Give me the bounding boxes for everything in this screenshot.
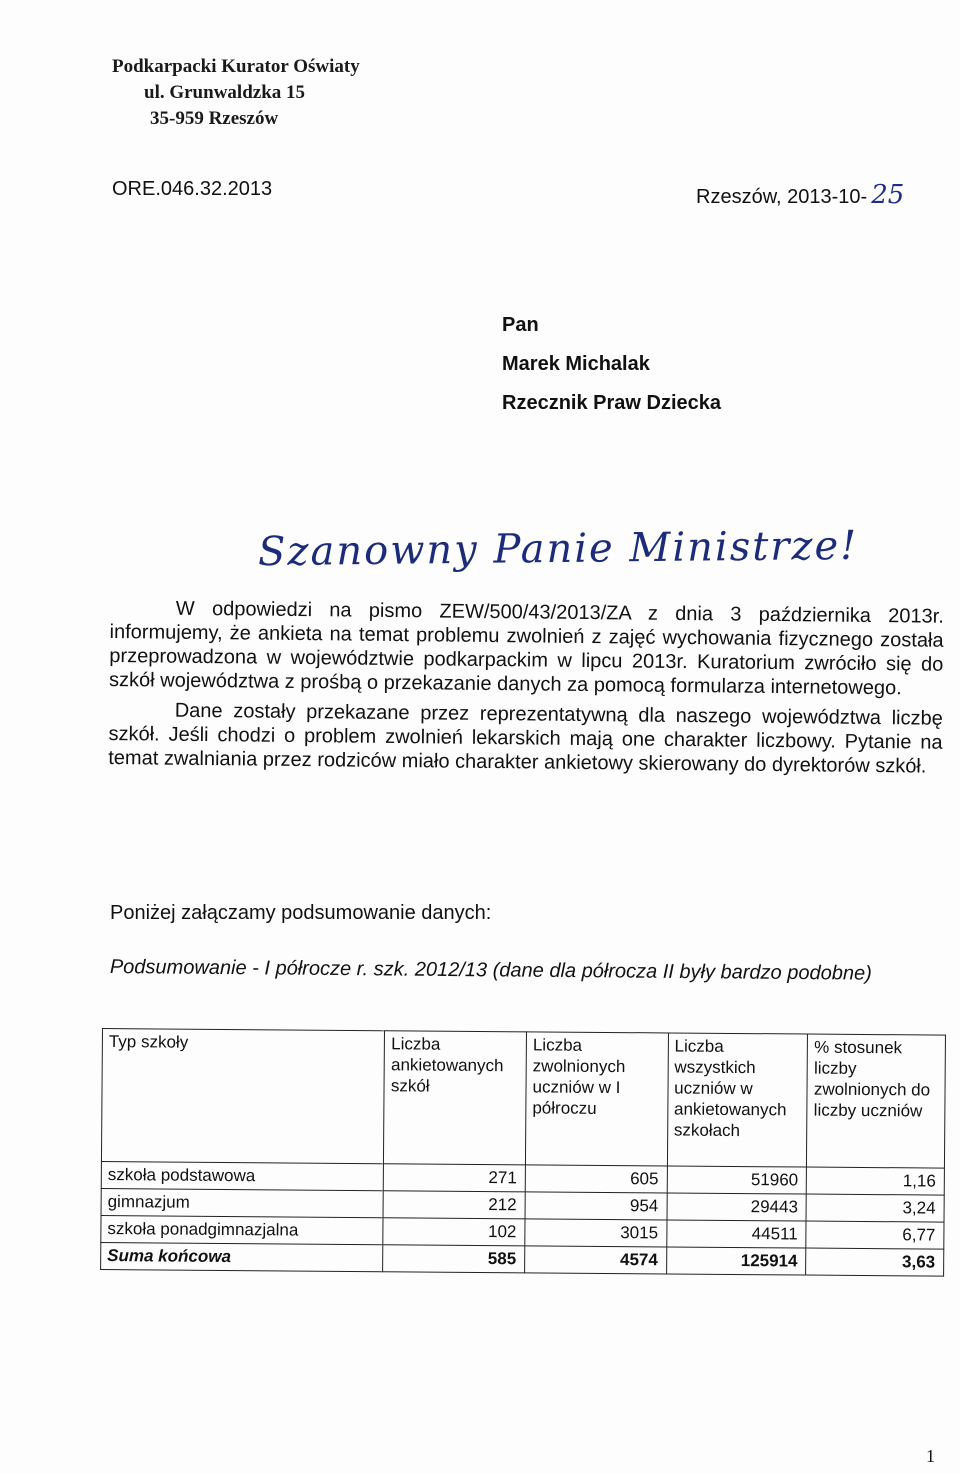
summary-intro: Poniżej załączamy podsumowanie danych:	[110, 902, 492, 924]
cell-percentage: 3,24	[806, 1194, 944, 1222]
header-all-students: Liczba wszystkich uczniów w ankietowanych szkołach	[667, 1033, 808, 1167]
cell-exempted-students: 954	[525, 1192, 667, 1220]
body-paragraph-1: W odpowiedzi na pismo ZEW/500/43/2013/ZA z dnia 3 października 2013r. informujemy, że ankieta na temat problemu zwolnień z zajęć wychowania fizycznego została przeprowadzona w województwie podkarpackim w lipcu 2013r. Kuratorium zwróciło się do szkół województwa z prośbą o przekazanie danych za pomocą formularza internetowego.	[109, 597, 944, 700]
cell-percentage: 1,16	[807, 1167, 945, 1195]
handwritten-day: 25	[871, 180, 905, 210]
summary-table	[100, 1028, 946, 1277]
reference-number: ORE.046.32.2013	[112, 178, 273, 200]
cell-total-all-students: 125914	[666, 1247, 806, 1275]
letter-body	[108, 596, 944, 783]
body-paragraph-2: Dane zostały przekazane przez reprezentatywną dla naszego województwa liczbę szkół. Jeśli chodzi o problem zwolnień lekarskich mają one charakter liczbowy. Pytanie na temat zwalniania przez rodziców miało charakter ankietowy skierowany do dyrektorów szkół.	[108, 699, 943, 778]
cell-all-students: 44511	[666, 1220, 806, 1248]
handwritten-salutation: Szanowny Panie Ministrze!	[257, 522, 859, 576]
sender-address	[112, 54, 360, 132]
place-date-text: Rzeszów, 2013-10-	[696, 186, 868, 208]
cell-all-students: 29443	[667, 1193, 807, 1221]
recipient-position: Rzecznik Praw Dziecka	[502, 392, 721, 414]
recipient-title: Pan	[502, 314, 539, 336]
cell-school-type: szkoła podstawowa	[101, 1161, 384, 1190]
cell-surveyed-schools: 102	[383, 1218, 525, 1246]
cell-school-type: gimnazjum	[101, 1188, 384, 1217]
cell-surveyed-schools: 212	[383, 1191, 525, 1219]
cell-all-students: 51960	[667, 1166, 807, 1194]
recipient-address	[502, 306, 721, 423]
cell-exempted-students: 3015	[525, 1219, 667, 1247]
page-number: 1	[926, 1446, 935, 1466]
table-total-row	[101, 1242, 944, 1276]
table-header-row	[101, 1029, 945, 1169]
cell-total-surveyed-schools: 585	[383, 1245, 525, 1273]
cell-percentage: 6,77	[806, 1221, 944, 1249]
sender-name: Podkarpacki Kurator Oświaty	[112, 56, 360, 77]
place-date	[696, 180, 904, 210]
cell-exempted-students: 605	[525, 1165, 667, 1193]
recipient-name: Marek Michalak	[502, 353, 650, 375]
cell-surveyed-schools: 271	[384, 1164, 526, 1192]
cell-total-percentage: 3,63	[806, 1248, 944, 1276]
cell-total-label: Suma końcowa	[101, 1242, 384, 1271]
sender-city: 35-959 Rzeszów	[150, 108, 279, 129]
header-school-type: Typ szkoły	[101, 1029, 384, 1164]
header-percentage: % stosunek liczby zwolnionych do liczby uczniów	[807, 1034, 946, 1168]
cell-school-type: szkoła ponadgimnazjalna	[101, 1215, 384, 1244]
cell-total-exempted-students: 4574	[525, 1246, 667, 1274]
sender-street: ul. Grunwaldzka 15	[144, 82, 306, 103]
header-surveyed-schools: Liczba ankietowanych szkół	[384, 1031, 527, 1165]
summary-subtitle: Podsumowanie - I półrocze r. szk. 2012/13 (dane dla półrocza II były bardzo podobne)	[109, 955, 872, 985]
header-exempted-students: Liczba zwolnionych uczniów w I półroczu	[525, 1032, 668, 1166]
